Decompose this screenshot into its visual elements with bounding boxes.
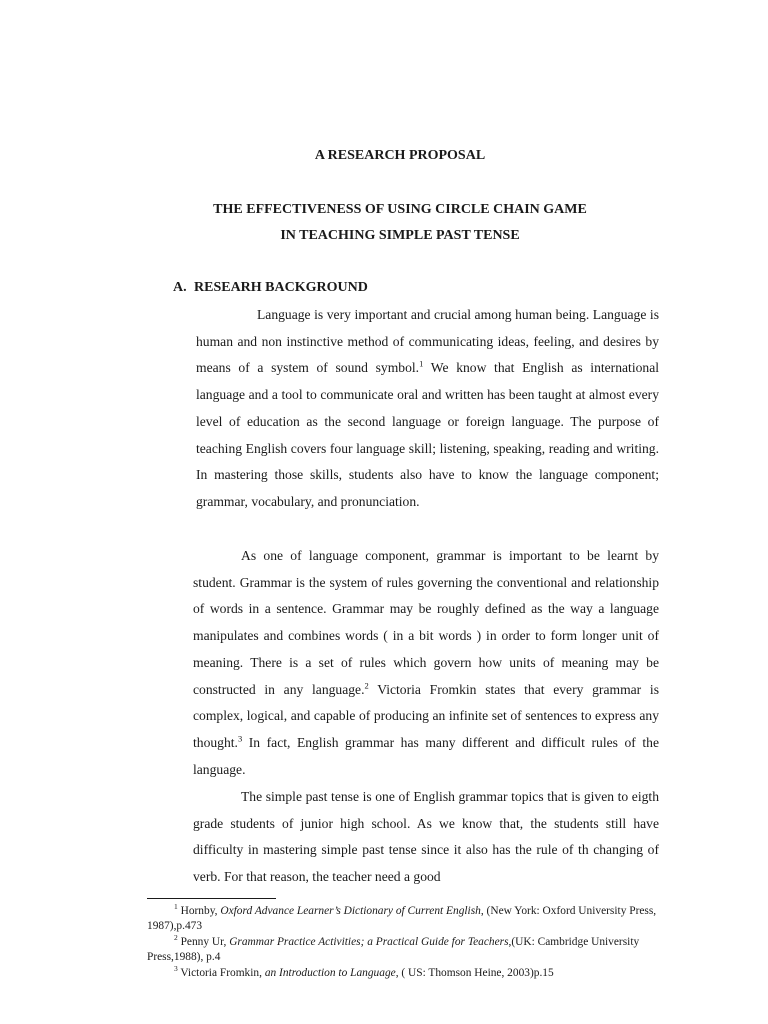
footnote-number: 3 [174,963,178,973]
footnote-ref-3: 3 [237,733,243,744]
paragraph-2 [193,543,659,783]
paragraph-2-text-a: As one of language component, grammar is important to be learnt by student. Grammar is the system of rules governing the conventional and relationship of words in a sentence. Grammar may be roughly defined as the way a language manipulates and combines words ( in a bit words ) in order to form longer unit of meaning. There is a set of rules which govern how units of meaning may be constructed in any language. [193,548,659,697]
footnote-author: Hornby, [177,905,221,917]
footnote-author: Victoria Fromkin, [177,966,265,979]
footnote-details: , (New York: Oxford University Press, 1987),p.473 [147,905,657,933]
footnote-details: , ( US: Thomson Heine, 2003)p.15 [395,966,554,979]
footnote-number: 2 [174,933,178,943]
footnotes [147,904,662,981]
paragraph-2-text-b: Victoria Fromkin states that every grammar is complex, logical, and capable of producing an infinite set of sentences to express any thought. [193,681,659,750]
footnote-work-title: Oxford Advance Learner’s Dictionary of Current English [220,905,481,917]
footnote-ref-2: 2 [364,679,369,690]
footnote-2 [147,935,662,966]
paragraph-1-text-a: Language is very important and crucial among human being. Language is human and non instinctive method of communicating ideas, feeling, and desires by means of a system of sound symbol. [196,307,659,376]
paragraph-1-text-b: We know that English as international language and a tool to communicate oral and written has been taught at almost every level of education as the second language or foreign language. The purpose of teaching English covers four language skill; listening, speaking, reading and writing. In mastering those skills, students also have to know the language component; grammar, vocabulary, and pronunciation. [196,360,660,509]
footnote-ref-1: 1 [419,358,424,369]
footnote-3 [147,963,662,981]
footnote-work-title: an Introduction to Language [264,966,396,979]
footnote-number: 1 [174,902,178,912]
paragraph-2-text-c: In fact, English grammar has many different and difficult rules of the language. [193,734,659,777]
section-heading [173,280,368,296]
document-title: A RESEARCH PROPOSAL [314,148,486,163]
paragraph-3 [193,784,659,891]
paragraph-3-text: The simple past tense is one of English grammar topics that is given to eigth grade students of junior high school. As we know that, the students still have difficulty in mastering simple past tense since it also has the rule of th changing of verb. For that reason, the teacher need a good [193,789,659,885]
section-letter: A. [173,280,187,295]
project-title-line-2: IN TEACHING SIMPLE PAST TENSE [280,228,520,243]
paragraph-1 [196,302,659,516]
footnote-work-title: Grammar Practice Activities; a Practical Guide for Teachers [229,935,509,948]
footnote-details: ,(UK: Cambridge University Press,1988), p.4 [147,935,640,964]
section-title: RESEARH BACKGROUND [194,280,368,295]
project-title-line-1: THE EFFECTIVENESS OF USING CIRCLE CHAIN GAME [213,202,587,217]
footnote-author: Penny Ur, [177,935,230,948]
footnote-separator [147,898,276,899]
footnote-1 [147,904,662,935]
